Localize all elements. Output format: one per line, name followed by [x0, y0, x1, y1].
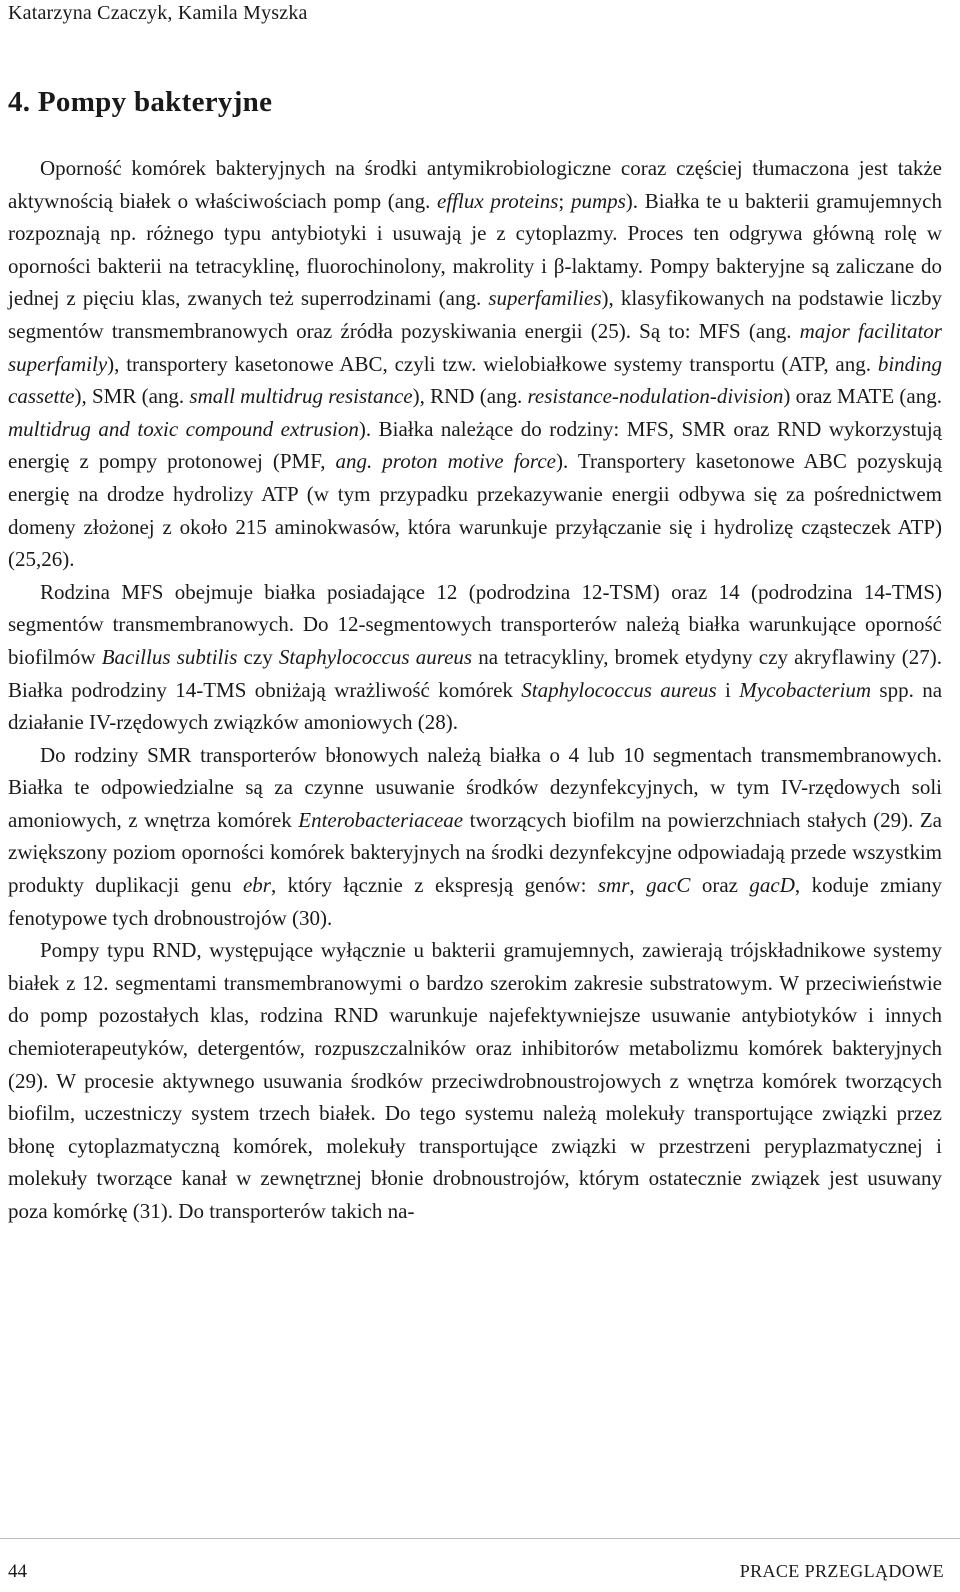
- text-run: , koduje zmiany fenotypowe tych drobnoustrojów (30).: [8, 873, 942, 930]
- section-title: 4. Pompy bakteryjne: [8, 86, 273, 118]
- text-run: czy: [237, 644, 279, 669]
- paragraph: [8, 934, 942, 1227]
- paragraph: [8, 152, 942, 576]
- text-run: spp. na działanie IV-rzędowych związków amoniowych (28).: [8, 677, 943, 735]
- text-run: oraz: [690, 873, 750, 898]
- italic-text-run: pumps: [570, 188, 626, 213]
- italic-text-run: ebr: [242, 873, 271, 898]
- text-run: , który łącznie z ekspresją genów:: [270, 873, 598, 898]
- italic-text-run: multidrug and toxic compound extrusion: [8, 416, 359, 441]
- text-run: Do rodziny SMR transporterów błonowych należą białka o 4 lub 10 segmentach transmembranowych. Białka te odpowiedzialne są za czynne usuwanie środków dezynfekcyjnych, w tym IV-rzędowych soli amoniowych, z wnętrza komórek: [8, 742, 942, 832]
- italic-text-run: Enterobacteriaceae: [298, 807, 464, 832]
- italic-text-run: Mycobacterium: [739, 677, 872, 702]
- italic-text-run: efflux proteins: [437, 188, 559, 213]
- text-run: ). Transportery kasetonowe ABC pozyskują energię na drodze hydrolizy ATP (w tym przypadku przekazywanie energii odbywa się za pośrednictwem domeny złożonej z około 215 aminokwasów, która warunkuje przyłączanie się i hydrolizę cząsteczek ATP) (25,26).: [8, 449, 943, 572]
- paragraph: [8, 739, 942, 935]
- text-run: Rodzina MFS obejmuje białka posiadające 12 (podrodzina 12-TSM) oraz 14 (podrodzina 14-TMS) segmentów transmembranowych. Do 12-segmentowych transporterów należą białka warunkujące oporność biofilmów: [8, 579, 942, 669]
- italic-text-run: small multidrug resistance: [189, 384, 413, 409]
- text-run: ;: [558, 188, 571, 213]
- italic-text-run: Staphylococcus aureus: [521, 677, 717, 702]
- italic-text-run: gacC: [646, 873, 691, 898]
- text-run: na tetracykliny, bromek etydyny czy akryflawiny (27). Białka podrodziny 14-TMS obniżają wrażliwość komórek: [8, 644, 942, 702]
- text-run: ), klasyfikowanych na podstawie liczby segmentów transmembranowych oraz źródła pozyskiwania energii (25). Są to: MFS (ang.: [8, 286, 942, 343]
- body-text: [8, 152, 942, 1228]
- italic-text-run: Staphylococcus aureus: [278, 644, 473, 669]
- page-number: 44: [8, 1561, 27, 1582]
- running-head-authors: Katarzyna Czaczyk, Kamila Myszka: [8, 2, 308, 24]
- paragraph: [8, 576, 942, 739]
- italic-text-run: smr: [597, 873, 630, 898]
- text-run: ,: [629, 873, 647, 898]
- italic-text-run: binding cassette: [8, 351, 942, 409]
- italic-text-run: Bacillus subtilis: [101, 644, 238, 669]
- journal-section-label: PRACE PRZEGLĄDOWE: [739, 1561, 944, 1581]
- text-run: ). Białka te u bakterii gramujemnych rozpoznają np. różnego typu antybiotyki i usuwają je z cytoplazmy. Proces ten odgrywa główną rolę w oporności bakterii na tetracyklinę, fluorochinolony, makrolity i β-laktamy. Pompy bakteryjne są zaliczane do jednej z pięciu klas, zwanych też superrodzinami (ang.: [8, 188, 942, 311]
- italic-text-run: gacD: [749, 873, 795, 898]
- italic-text-run: major facilitator superfamily: [8, 318, 942, 376]
- text-run: Oporność komórek bakteryjnych na środki antymikrobiologiczne coraz częściej tłumaczona jest także aktywnością białek o właściwościach pomp (ang.: [8, 156, 942, 213]
- footer-rule: [0, 1538, 960, 1539]
- text-run: Pompy typu RND, występujące wyłącznie u bakterii gramujemnych, zawierają trójskładnikowe systemy białek z 12. segmentami transmembranowymi o bardzo szerokim zakresie substratowym. W przeciwieństwie do pomp pozostałych klas, rodzina RND warunkuje najefektywniejsze usuwanie antybiotyków i innych chemioterapeutyków, detergentów, rozpuszczalników oraz inhibitorów metabolizmu komórek bakteryjnych (29). W procesie aktywnego usuwania środków przeciwdrobnoustrojowych z wnętrza komórek tworzących biofilm, uczestniczy system trzech białek. Do tego systemu należą molekuły transportujące związki przez błonę cytoplazmatyczną komórek, molekuły transportujące związki w przestrzeni peryplazmatycznej i molekuły tworzące kanał w zewnętrznej błonie drobnoustrojów, którym ostatecznie związek jest usuwany poza komórkę (31). Do transporterów takich na-: [8, 938, 942, 1223]
- text-run: ), transportery kasetonowe ABC, czyli tzw. wielobiałkowe systemy transportu (ATP, ang.: [107, 351, 878, 376]
- italic-text-run: resistance-nodulation-division: [527, 384, 784, 409]
- text-run: ). Białka należące do rodziny: MFS, SMR oraz RND wykorzystują energię z pompy protonowej (PMF,: [8, 416, 942, 474]
- text-run: ) oraz MATE (ang.: [783, 384, 942, 409]
- italic-text-run: ang. proton motive force: [335, 449, 556, 474]
- text-run: tworzących biofilm na powierzchniach stałych (29). Za zwiększony poziom oporności komórek bakteryjnych na środki dezynfekcyjne odpowiadają przede wszystkim produkty duplikacji genu: [8, 807, 943, 898]
- text-run: ), SMR (ang.: [74, 384, 190, 409]
- italic-text-run: superfamilies: [488, 286, 602, 311]
- text-run: ), RND (ang.: [412, 384, 528, 409]
- text-run: i: [716, 677, 740, 702]
